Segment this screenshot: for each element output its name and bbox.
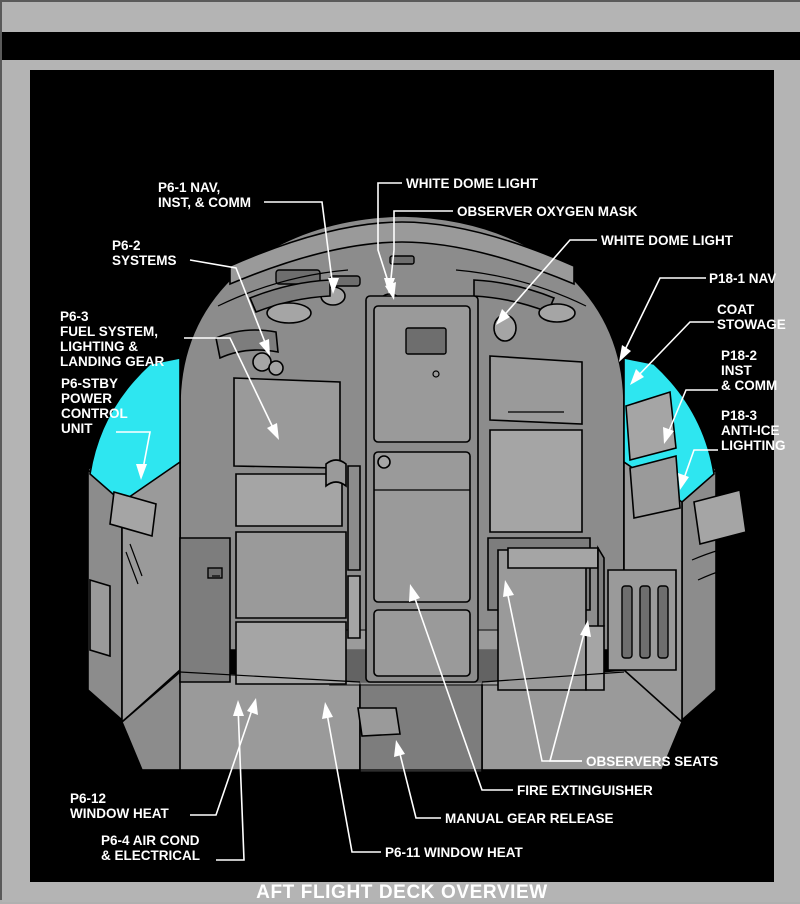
callout-p6-3 xyxy=(60,309,164,369)
callout-p6-1-line1: P6-1 NAV, xyxy=(158,180,221,195)
callout-p6-stby-line3: CONTROL xyxy=(61,406,128,421)
callout-p18-3 xyxy=(721,408,786,453)
callout-p6-3-line3: LIGHTING & xyxy=(60,339,138,354)
callout-p6-12-line2: WINDOW HEAT xyxy=(70,806,169,821)
callout-manual-gear-release: MANUAL GEAR RELEASE xyxy=(445,811,614,826)
callout-p18-2-line2: INST xyxy=(721,363,752,378)
callout-p18-2 xyxy=(721,348,777,393)
callout-white-dome-light-2: WHITE DOME LIGHT xyxy=(601,233,733,248)
callout-p6-4 xyxy=(101,833,200,863)
callout-p6-3-line1: P6-3 xyxy=(60,309,89,324)
callout-p6-2-line2: SYSTEMS xyxy=(112,253,177,268)
callout-p6-3-line2: FUEL SYSTEM, xyxy=(60,324,159,339)
callout-observer-oxygen-mask: OBSERVER OXYGEN MASK xyxy=(457,204,638,219)
callout-p6-2-line1: P6-2 xyxy=(112,238,141,253)
callout-p6-stby-line4: UNIT xyxy=(61,421,93,436)
top-black-band xyxy=(2,32,800,60)
manual-gear-release-cover xyxy=(358,708,400,736)
callout-p6-1-line2: INST, & COMM xyxy=(158,195,251,210)
figure-title: AFT FLIGHT DECK OVERVIEW xyxy=(256,882,548,903)
callout-p6-12 xyxy=(70,791,169,821)
callout-p6-stby xyxy=(61,376,128,436)
callout-p6-1 xyxy=(158,180,251,210)
callout-p6-stby-line1: P6-STBY xyxy=(61,376,119,391)
center-door xyxy=(366,296,478,682)
callout-p18-3-line1: P18-3 xyxy=(721,408,758,423)
callout-p6-11: P6-11 WINDOW HEAT xyxy=(385,845,523,860)
callout-p18-3-line3: LIGHTING xyxy=(721,438,786,453)
callout-p6-4-line1: P6-4 AIR COND xyxy=(101,833,200,848)
callout-p6-stby-line2: POWER xyxy=(61,391,113,406)
callout-p6-3-line4: LANDING GEAR xyxy=(60,354,165,369)
callout-fire-extinguisher: FIRE EXTINGUISHER xyxy=(517,783,653,798)
callout-p18-3-line2: ANTI-ICE xyxy=(721,423,780,438)
callout-p6-12-line1: P6-12 xyxy=(70,791,107,806)
callout-p18-1: P18-1 NAV xyxy=(709,271,777,286)
callout-p6-2 xyxy=(112,238,177,268)
callout-coat-stowage xyxy=(717,302,786,332)
top-margin xyxy=(2,2,800,32)
callout-white-dome-light-1: WHITE DOME LIGHT xyxy=(406,176,538,191)
callout-p6-4-line2: & ELECTRICAL xyxy=(101,848,200,863)
callout-coat-stowage-line1: COAT xyxy=(717,302,755,317)
callout-p18-2-line1: P18-2 xyxy=(721,348,758,363)
callout-coat-stowage-line2: STOWAGE xyxy=(717,317,786,332)
callout-observers-seats: OBSERVERS SEATS xyxy=(586,754,719,769)
callout-p18-2-line3: & COMM xyxy=(721,378,778,393)
